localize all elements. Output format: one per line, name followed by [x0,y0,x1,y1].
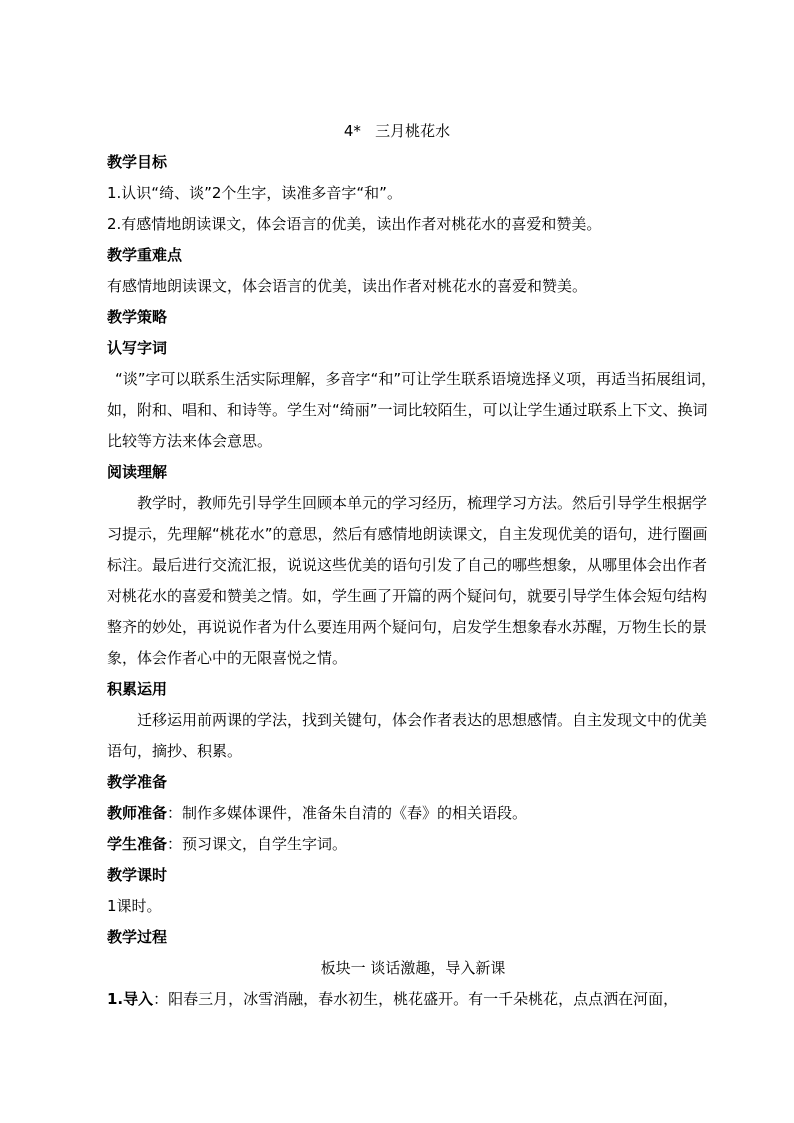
student-prep-line [107,829,719,860]
intro-label: 1.导入 [107,990,154,1008]
reading-paragraph: 教学时，教师先引导学生回顾本单元的学习经历，梳理学习方法。然后引导学生根据学习提示，先理解“桃花水”的意思，然后有感情地朗读课文，自主发现优美的语句，进行圈画标注。最后进行交流汇报，说说这些优美的语句引发了自己的哪些想象，从哪里体会出作者对桃花水的喜爱和赞美之情。如，学生画了开篇的两个疑问句，就要引导学生体会短句结构整齐的妙处，再说说作者为什么要连用两个疑问句，启发学生想象春水苏醒，万物生长的景象，体会作者心中的无限喜悦之情。 [107,494,708,667]
section1-heading: 板块一 谈话激趣，导入新课 [320,959,506,977]
process-heading: 教学过程 [107,928,168,946]
goal-item: 2.有感情地朗读课文，体会语言的优美，读出作者对桃花水的喜爱和赞美。 [107,215,602,233]
teacher-prep-line [107,798,719,829]
recognize-heading: 认写字词 [107,339,168,357]
intro-line [107,984,719,1015]
hours-heading: 教学课时 [107,866,168,884]
intro-text: ：阳春三月，冰雪消融，春水初生，桃花盛开。有一千朵桃花，点点洒在河面， [153,990,679,1008]
apply-paragraph: 迁移运用前两课的学法，找到关键句，体会作者表达的思想感情。自主发现文中的优美语句，摘抄、积累。 [107,711,708,760]
teacher-prep-text: ：制作多媒体课件，准备朱自清的《春》的相关语段。 [167,804,528,822]
key-points-heading: 教学重难点 [107,246,183,264]
student-prep-label: 学生准备 [107,835,168,853]
reading-heading: 阅读理解 [107,463,168,481]
hours-text: 1课时。 [107,897,162,915]
student-prep-text: ：预习课文，自学生字词。 [167,835,348,853]
strategy-heading: 教学策略 [107,308,168,326]
lesson-title: 4* 三月桃花水 [343,122,451,140]
apply-heading: 积累运用 [107,680,168,698]
recognize-paragraph: “谈”字可以联系生活实际理解，多音字“和”可让学生联系语境选择义项，再适当拓展组词，如，附和、唱和、和诗等。学生对“绮丽”一词比较陌生，可以让学生通过联系上下文、换词比较等方法来体会意思。 [107,370,717,450]
prep-heading: 教学准备 [107,773,168,791]
lesson-content [107,147,719,1015]
key-points-text: 有感情地朗读课文，体会语言的优美，读出作者对桃花水的喜爱和赞美。 [107,277,588,295]
goal-item: 1.认识“绮、谈”2个生字，读准多音字“和”。 [107,184,402,202]
teacher-prep-label: 教师准备 [107,804,168,822]
goals-heading: 教学目标 [107,153,168,171]
